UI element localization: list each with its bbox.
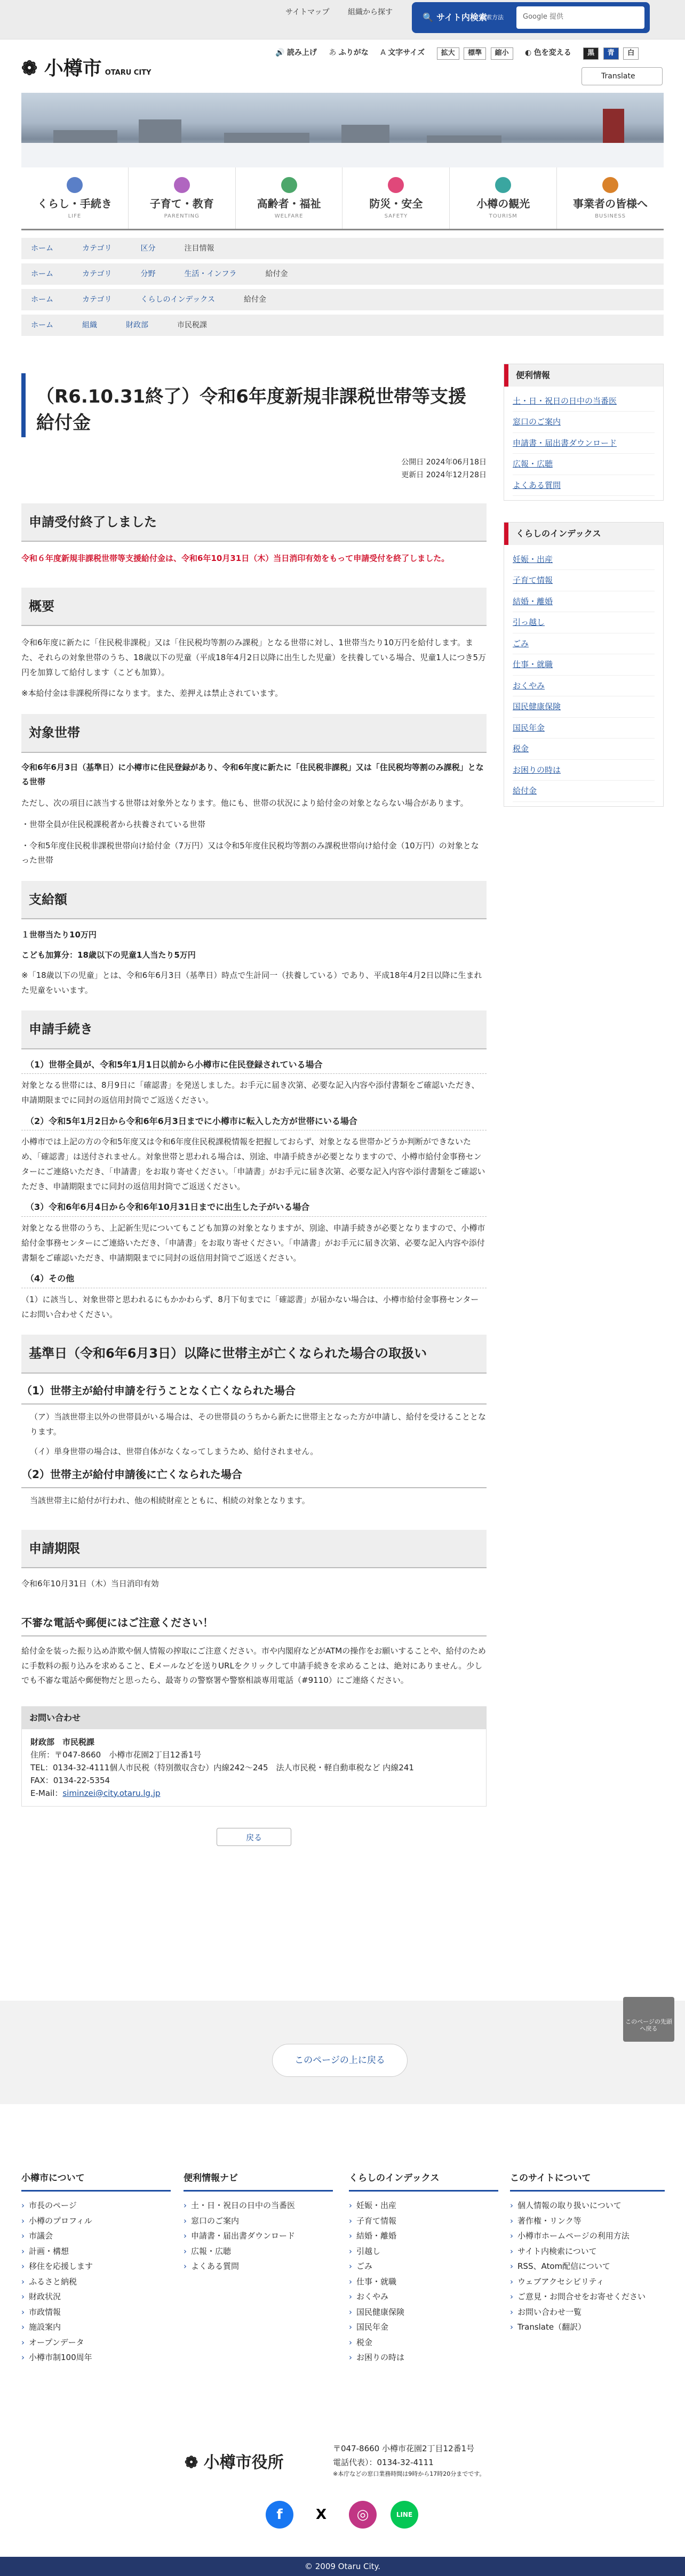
sidebar-link[interactable]: 国民健康保険 xyxy=(513,702,561,712)
sidebar-life-index xyxy=(504,522,664,807)
footer-link[interactable]: › 小樽市ホームページの利用方法 xyxy=(510,2228,665,2244)
footer-link[interactable]: › 妊娠・出産 xyxy=(349,2198,498,2213)
footer-link[interactable]: › ふるさと納税 xyxy=(21,2274,171,2290)
breadcrumb-row xyxy=(21,263,664,285)
contact-address: 住所：〒047-8660 小樽市花園2丁目12番1号 xyxy=(30,1750,202,1760)
logo-mark-icon: ❁ xyxy=(185,2453,198,2472)
business-icon xyxy=(602,177,618,193)
footer-heading: 便利情報ナビ xyxy=(184,2171,333,2192)
copyright: © 2009 Otaru City. xyxy=(0,2557,685,2576)
sidebar-useful-info xyxy=(504,364,664,501)
furigana-button[interactable]: あ ふりがな xyxy=(329,49,369,57)
sidebar xyxy=(504,364,664,828)
nav-business[interactable]: 事業者の皆様へ BUSINESS xyxy=(557,167,664,229)
sidebar-heading: くらしのインデックス xyxy=(504,523,663,545)
translate-button[interactable]: Translate xyxy=(582,67,663,85)
sidebar-link[interactable]: よくある質問 xyxy=(513,480,561,490)
body-text: （1）に該当し、対象世帯と思われるにもかかわらず、8月下旬までに「確認書」が届かない場合は、小樽市給付金事務センターにお問い合わせください。 xyxy=(21,1294,479,1319)
notice-text: 令和６年度新規非課税世帯等支援給付金は、令和6年10月31日（木）当日消印有効をもって申請受付を終了しました。 xyxy=(21,553,450,563)
safety-icon xyxy=(388,177,404,193)
footer-link[interactable]: › 子育て情報 xyxy=(349,2213,498,2229)
footer-link[interactable]: › 国民健康保険 xyxy=(349,2305,498,2320)
body-text: 令和6年10月31日（木）当日消印有効 xyxy=(21,1579,159,1589)
org-search-link[interactable]: 組織から探す xyxy=(348,8,393,17)
sidebar-link[interactable]: おくやみ xyxy=(513,680,545,691)
page-title: （R6.10.31終了）令和6年度新規非課税世帯等支援給付金 xyxy=(21,373,487,437)
sidebar-link[interactable]: 給付金 xyxy=(513,786,537,796)
sidebar-link[interactable]: 申請書・届出書ダウンロード xyxy=(513,438,617,448)
footer-link[interactable]: › 著作権・リンク等 xyxy=(510,2213,665,2229)
footer-link[interactable]: › 申請書・届出書ダウンロード xyxy=(184,2228,333,2244)
sub-heading: （4）その他 xyxy=(21,1270,487,1288)
footer-address: 〒047-8660 小樽市花園2丁目12番1号 xyxy=(333,2444,475,2453)
font-normal-button[interactable]: 標準 xyxy=(464,47,486,60)
sidebar-link[interactable]: 仕事・就職 xyxy=(513,660,553,670)
logo-mark-icon: ❁ xyxy=(21,57,38,79)
footer-link[interactable]: › 引越し xyxy=(349,2244,498,2259)
contact-fax: FAX：0134-22-5354 xyxy=(30,1775,110,1785)
top-utility-bar xyxy=(0,0,685,39)
footer-link[interactable]: › 小樽のプロフィル xyxy=(21,2213,171,2229)
nav-welfare[interactable]: 高齢者・福祉 WELFARE xyxy=(236,167,343,229)
accessibility-tools xyxy=(275,47,641,60)
contact-dept: 財政部 市民税課 xyxy=(30,1737,95,1747)
color-black-button[interactable]: 黒 xyxy=(583,47,599,60)
parenting-icon xyxy=(174,177,190,193)
sidebar-heading: 便利情報 xyxy=(504,364,663,387)
sidebar-link[interactable]: 税金 xyxy=(513,744,529,754)
search-input[interactable]: Google 提供 xyxy=(516,6,644,29)
body-text: ・世帯全員が住民税課税者から扶養されている世帯 xyxy=(21,819,206,829)
body-text: 小樽市では上記の方の令和5年度又は令和6年度住民税課税情報を把握しておらず、対象となる世帯かどうか判断ができないため、「確認書」は送付されません。対象世帯と思われる場合は、別途、申請手続きが必要となりますので、小樽市給付金事務センターにご連絡いただき、「申請書」をお取り寄せください。「申請書」がお手元に届き次第、必要な記入内容や添付書類をご確認いただき、申請期限までに同封の返信用封筒でご返送ください。 xyxy=(21,1137,485,1191)
section-heading: 申請期限 xyxy=(21,1530,487,1568)
back-button[interactable]: 戻る xyxy=(217,1828,291,1846)
footer-logo: ❁ 小樽市役所 xyxy=(185,2453,284,2472)
body-text: 対象となる世帯には、8月9日に「確認書」を発送しました。お手元に届き次第、必要な記入内容や添付書類をご確認いただき、申請期限までに同封の返信用封筒でご返送ください。 xyxy=(21,1080,480,1105)
nav-parenting[interactable]: 子育て・教育 PARENTING xyxy=(129,167,236,229)
published-date: 公開日 2024年06月18日 xyxy=(401,458,487,467)
nav-tourism[interactable]: 小樽の観光 TOURISM xyxy=(450,167,557,229)
footer-col-about xyxy=(21,2171,171,2365)
sidebar-link[interactable]: 子育て情報 xyxy=(513,575,553,585)
section-heading: 概要 xyxy=(21,588,487,626)
sidebar-link[interactable]: 広報・広聴 xyxy=(513,459,553,469)
sidebar-link[interactable]: 結婚・離婚 xyxy=(513,596,553,606)
sidebar-link[interactable]: 国民年金 xyxy=(513,723,545,733)
crumb-link[interactable]: 生活・インフラ xyxy=(184,269,237,278)
section-heading: 申請受付終了しました xyxy=(21,503,487,542)
sidebar-link[interactable]: 引っ越し xyxy=(513,617,545,628)
body-text: こども加算分：18歳以下の児童1人当たり5万円 xyxy=(21,950,196,960)
body-text: 令和6年6月3日（基準日）に小樽市に住民登録があり、令和6年度に新たに「住民税非課税」又は「住民税均等割のみ課税」となる世帯 xyxy=(21,762,484,787)
footer-heading: 小樽市について xyxy=(21,2171,171,2192)
nav-life[interactable]: くらし・手続き LIFE xyxy=(21,167,129,229)
footer-link[interactable]: › 計画・構想 xyxy=(21,2244,171,2259)
sub-heading: （2）令和5年1月2日から令和6年6月3日までに小樽市に転入した方が世帯にいる場合 xyxy=(21,1112,487,1131)
pagetop-button[interactable]: このページの上に戻る xyxy=(272,2044,408,2077)
contact-heading: お問い合わせ xyxy=(22,1707,486,1729)
site-search-box xyxy=(412,2,650,33)
crumb-current: 市民税課 xyxy=(177,320,207,330)
color-label: ◐ 色を変える xyxy=(525,49,571,57)
section-heading: 支給額 xyxy=(21,881,487,919)
body-text: １世帯当たり10万円 xyxy=(21,930,97,940)
warning-text: 給付金を装った振り込め詐欺や個人情報の搾取にご注意ください。市や内閣府などがATMの操作をお願いすることや、給付のために手数料の振り込みを求めること、Eメールなどを送りURLをクリックして申請手続きを求めることは、絶対にありません。少しでも不審な電話や郵便物だと思ったら、最寄りの警察署や警察相談専用電話（#9110）にご連絡ください。 xyxy=(21,1646,486,1686)
instagram-icon[interactable]: ◎ xyxy=(349,2501,377,2529)
tourism-icon xyxy=(495,177,511,193)
hero-image xyxy=(21,93,664,167)
footer-heading: くらしのインデックス xyxy=(349,2171,498,2192)
crumb-link[interactable]: ホーム xyxy=(31,320,53,330)
crumb-link[interactable]: 財政部 xyxy=(126,320,148,330)
footer-link[interactable]: › 市議会 xyxy=(21,2228,171,2244)
crumb-link[interactable]: ホーム xyxy=(31,269,53,278)
section-heading: 対象世帯 xyxy=(21,714,487,752)
font-size-label: A 文字サイズ xyxy=(380,49,425,57)
footer-link[interactable]: › ごみ xyxy=(349,2259,498,2274)
footer-link[interactable]: › おくやみ xyxy=(349,2289,498,2305)
body-text: 令和6年度に新たに「住民税非課税」又は「住民税均等割のみ課税」となる世帯に対し、1世帯当たり10万円を給付します。また、それらの対象世帯のうち、18歳以下の児童（平成18年4月2日以降に出生した児童）を扶養している場合、児童1人につき5万円を加算して給付します（こども加算）。 xyxy=(21,638,487,677)
color-white-button[interactable]: 白 xyxy=(623,47,639,60)
crumb-link[interactable]: 分野 xyxy=(140,269,156,278)
footer-link[interactable]: › 市政情報 xyxy=(21,2305,171,2320)
sub-heading: （1）世帯主が給付申請を行うことなく亡くなられた場合 xyxy=(21,1378,487,1405)
speak-button[interactable]: 🔊 読み上げ xyxy=(275,49,317,57)
footer-link[interactable]: › RSS、Atom配信について xyxy=(510,2259,665,2274)
warning-heading: 不審な電話や郵便にはご注意ください！ xyxy=(21,1610,487,1636)
crumb-current: 給付金 xyxy=(265,269,288,278)
footer-link[interactable]: › 土・日・祝日の日中の当番医 xyxy=(184,2198,333,2213)
logo-text: 小樽市 xyxy=(44,57,102,79)
footer-link[interactable]: › 仕事・就職 xyxy=(349,2274,498,2290)
sidebar-link[interactable]: 窓口のご案内 xyxy=(513,417,561,427)
site-logo[interactable] xyxy=(21,53,151,84)
crumb-current: 注目情報 xyxy=(184,244,214,253)
float-pagetop-button[interactable]: このページの先頭へ戻る xyxy=(623,1997,674,2042)
color-blue-button[interactable]: 青 xyxy=(603,47,619,60)
body-text: 対象となる世帯のうち、上記新生児についてもこども加算の対象となりますが、別途、申請手続きが必要となりますので、小樽市給付金事務センターにご連絡いただき、「申請書」をお取り寄せください。「申請書」がお手元に届き次第、必要な記入内容や添付書類をご確認いただき、申請期限までに同封の返信用封筒でご返送ください。 xyxy=(21,1223,485,1263)
sidebar-link[interactable]: ごみ xyxy=(513,638,529,648)
footer-link[interactable]: › ウェブアクセシビリティ xyxy=(510,2274,665,2290)
main-content xyxy=(21,364,487,1846)
sidebar-link[interactable]: お困りの時は xyxy=(513,765,561,775)
site-header xyxy=(0,39,685,93)
nav-safety[interactable]: 防災・安全 SAFETY xyxy=(342,167,450,229)
crumb-link[interactable]: くらしのインデックス xyxy=(140,295,216,304)
sub-heading: （1）世帯全員が、令和5年1月1日以前から小樽市に住民登録されている場合 xyxy=(21,1056,487,1074)
footer-col-index xyxy=(349,2171,498,2365)
breadcrumb xyxy=(21,238,664,336)
crumb-link[interactable]: 組織 xyxy=(82,320,97,330)
updated-date: 更新日 2024年12月28日 xyxy=(401,470,487,479)
footer-heading: このサイトについて xyxy=(510,2171,665,2192)
footer-link[interactable]: › 財政状況 xyxy=(21,2289,171,2305)
body-text: ※本給付金は非課税所得になります。また、差押えは禁止されています。 xyxy=(21,688,283,699)
crumb-link[interactable]: カテゴリ xyxy=(82,269,112,278)
search-title: サイト内検索 xyxy=(436,12,487,22)
body-text: （ア）当該世帯主以外の世帯員がいる場合は、その世帯員のうちから新たに世帯主となった方が申請し、給付を受けることとなります。 xyxy=(30,1411,487,1437)
crumb-link[interactable]: 区分 xyxy=(140,244,156,253)
footer-link[interactable]: › 施設案内 xyxy=(21,2320,171,2335)
x-icon[interactable]: X xyxy=(307,2501,335,2529)
footer-link[interactable]: › 広報・広聴 xyxy=(184,2244,333,2259)
footer-link[interactable]: › 市長のページ xyxy=(21,2198,171,2213)
crumb-link[interactable]: ホーム xyxy=(31,244,53,253)
footer-address-block xyxy=(333,2442,485,2479)
footer-link[interactable]: › お困りの時は xyxy=(349,2350,498,2365)
footer-link[interactable]: › 移住を応援します xyxy=(21,2259,171,2274)
font-larger-button[interactable]: 拡大 xyxy=(437,47,459,60)
life-icon xyxy=(67,177,83,193)
footer-link[interactable]: › 国民年金 xyxy=(349,2320,498,2335)
sidebar-link[interactable]: 土・日・祝日の日中の当番医 xyxy=(513,396,617,406)
sub-heading: （2）世帯主が給付申請後に亡くなられた場合 xyxy=(21,1462,487,1488)
footer-link[interactable]: › 個人情報の取り扱いについて xyxy=(510,2198,665,2213)
footer-link[interactable]: › 結婚・離婚 xyxy=(349,2228,498,2244)
section-heading: 基準日（令和6年6月3日）以降に世帯主が亡くなられた場合の取扱い xyxy=(21,1335,487,1373)
breadcrumb-row xyxy=(21,289,664,310)
footer-hours: ※本庁などの窓口業務時間は9時から17時20分までです。 xyxy=(333,2470,485,2477)
footer-link[interactable]: › Translate（翻訳） xyxy=(510,2320,665,2335)
footer-link[interactable]: › 小樽市制100周年 xyxy=(21,2350,171,2365)
body-text: 当該世帯主に給付が行われ、他の相続財産とともに、相続の対象となります。 xyxy=(30,1496,310,1506)
search-help-link[interactable]: 検索方法 xyxy=(480,14,504,21)
footer-link[interactable]: › ご意見・お問合せをお寄せください xyxy=(510,2289,665,2305)
footer-link[interactable]: › サイト内検索について xyxy=(510,2244,665,2259)
crumb-link[interactable]: カテゴリ xyxy=(82,295,112,304)
body-text: ただし、次の項目に該当する世帯は対象外となります。他にも、世帯の状況により給付金の対象とならない場合があります。 xyxy=(21,798,468,808)
global-nav xyxy=(21,167,664,230)
footer-col-useful xyxy=(184,2171,333,2274)
footer-link[interactable]: › 税金 xyxy=(349,2335,498,2350)
page-dates xyxy=(21,456,487,482)
sitemap-link[interactable]: サイトマップ xyxy=(285,8,330,17)
logo-en: OTARU CITY xyxy=(105,69,152,77)
footer-link[interactable]: › 窓口のご案内 xyxy=(184,2213,333,2229)
contact-box xyxy=(21,1706,487,1807)
sub-heading: （3）令和6年6月4日から令和6年10月31日までに出生した子がいる場合 xyxy=(21,1198,487,1217)
search-icon: 🔍 xyxy=(423,12,433,22)
body-text: ※「18歳以下の児童」とは、令和6年6月3日（基準日）時点で生計同一（扶養している）であり、平成18年4月2日以降に生まれた児童をいいます。 xyxy=(21,970,482,995)
breadcrumb-row xyxy=(21,315,664,336)
body-text: ・令和5年度住民税非課税世帯向け給付金（7万円）又は令和5年度住民税均等割のみ課税世帯向け給付金（10万円）の対象となった世帯 xyxy=(21,840,479,865)
crumb-link[interactable]: カテゴリ xyxy=(82,244,112,253)
crumb-link[interactable]: ホーム xyxy=(31,295,53,304)
footer-link[interactable]: › お問い合わせ一覧 xyxy=(510,2305,665,2320)
breadcrumb-row xyxy=(21,238,664,259)
line-icon[interactable]: LINE xyxy=(391,2501,418,2529)
footer-link[interactable]: › オープンデータ xyxy=(21,2335,171,2350)
sidebar-link[interactable]: 妊娠・出産 xyxy=(513,554,553,564)
body-text: （イ）単身世帯の場合は、世帯自体がなくなってしまうため、給付されません。 xyxy=(30,1447,318,1457)
contact-email-link[interactable]: siminzei@city.otaru.lg.jp xyxy=(62,1788,161,1798)
font-smaller-button[interactable]: 縮小 xyxy=(491,47,513,60)
section-heading: 申請手続き xyxy=(21,1010,487,1049)
contact-email-row: E-Mail：siminzei@city.otaru.lg.jp xyxy=(30,1788,161,1798)
facebook-icon[interactable]: f xyxy=(266,2501,293,2529)
welfare-icon xyxy=(281,177,297,193)
contact-tel: TEL：0134-32-4111個人市民税（特別徴収含む）内線242～245 法人市民税・軽自動車税など 内線241 xyxy=(30,1762,414,1772)
footer-link[interactable]: › よくある質問 xyxy=(184,2259,333,2274)
footer-tel: 電話代表）：0134-32-4111 xyxy=(333,2457,434,2467)
footer-col-site xyxy=(510,2171,665,2335)
crumb-current: 給付金 xyxy=(244,295,267,304)
